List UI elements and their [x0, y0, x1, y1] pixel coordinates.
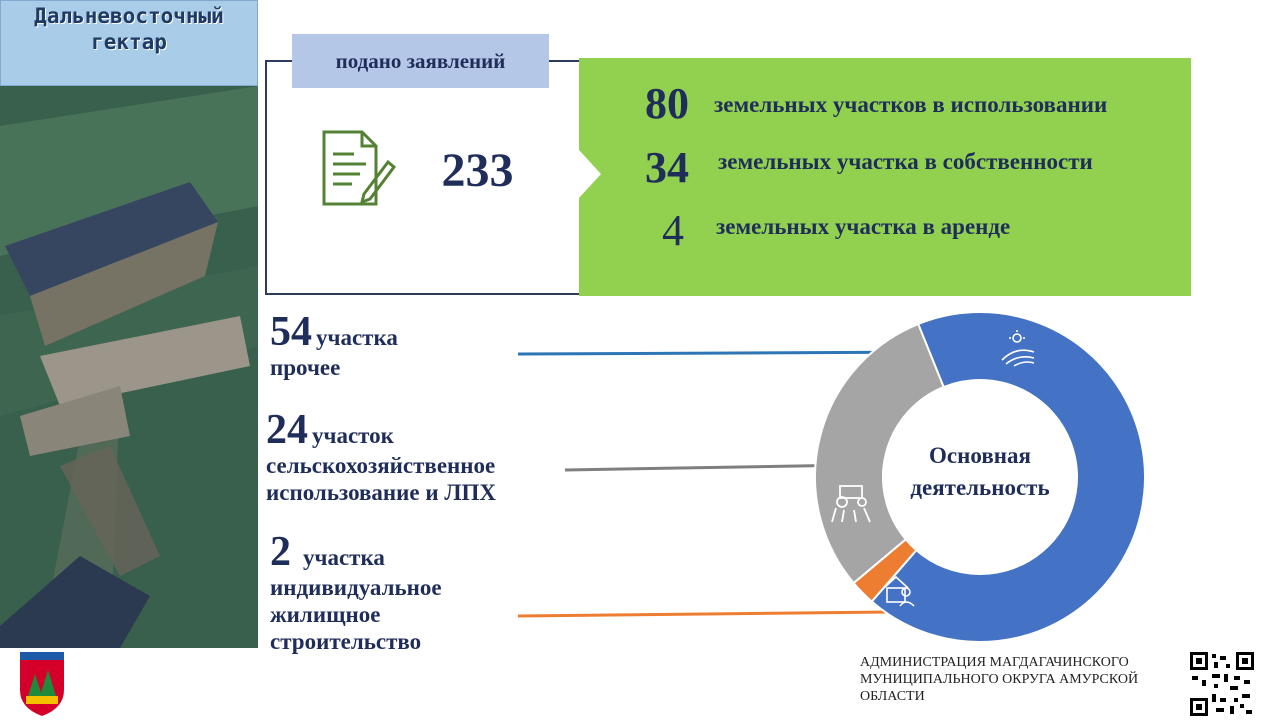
activity-housing-unit: участка	[303, 545, 385, 570]
activity-agri-value: 24	[266, 407, 308, 453]
applications-value: 233	[441, 144, 514, 197]
leader-line-agri	[565, 465, 855, 470]
activity-housing-text: индивидуальное жилищное строительство	[270, 575, 442, 654]
activity-agri-text: сельскохозяйственное использование и ЛПХ	[266, 453, 497, 505]
activity-agri-unit: участок	[312, 423, 394, 448]
activity-housing-value: 2	[270, 529, 291, 575]
coat-of-arms-icon	[18, 652, 66, 718]
page-title: Дальневосточный гектар	[0, 0, 258, 86]
activity-other-value: 54	[270, 309, 312, 355]
organization-name: АДМИНИСТРАЦИЯ МАГДАГАЧИНСКОГО МУНИЦИПАЛЬНОГО ОКРУГА АМУРСКОЙ ОБЛАСТИ	[860, 655, 1139, 704]
land-value-owned: 34	[645, 143, 689, 192]
land-value-rented: 4	[662, 206, 684, 255]
land-text-owned: земельных участка в собственности	[718, 149, 1093, 174]
activity-other-unit: участка	[316, 325, 398, 350]
land-text-rented: земельных участка в аренде	[716, 214, 1011, 239]
qr-code-icon	[1190, 652, 1254, 716]
applications-label: подано заявлений	[292, 34, 549, 88]
leader-line-housing	[518, 612, 895, 616]
donut-center-label: Основная деятельность	[910, 443, 1050, 500]
land-value-used: 80	[645, 79, 689, 128]
land-text-used: земельных участков в использовании	[714, 92, 1108, 117]
activity-other-text: прочее	[270, 355, 341, 380]
